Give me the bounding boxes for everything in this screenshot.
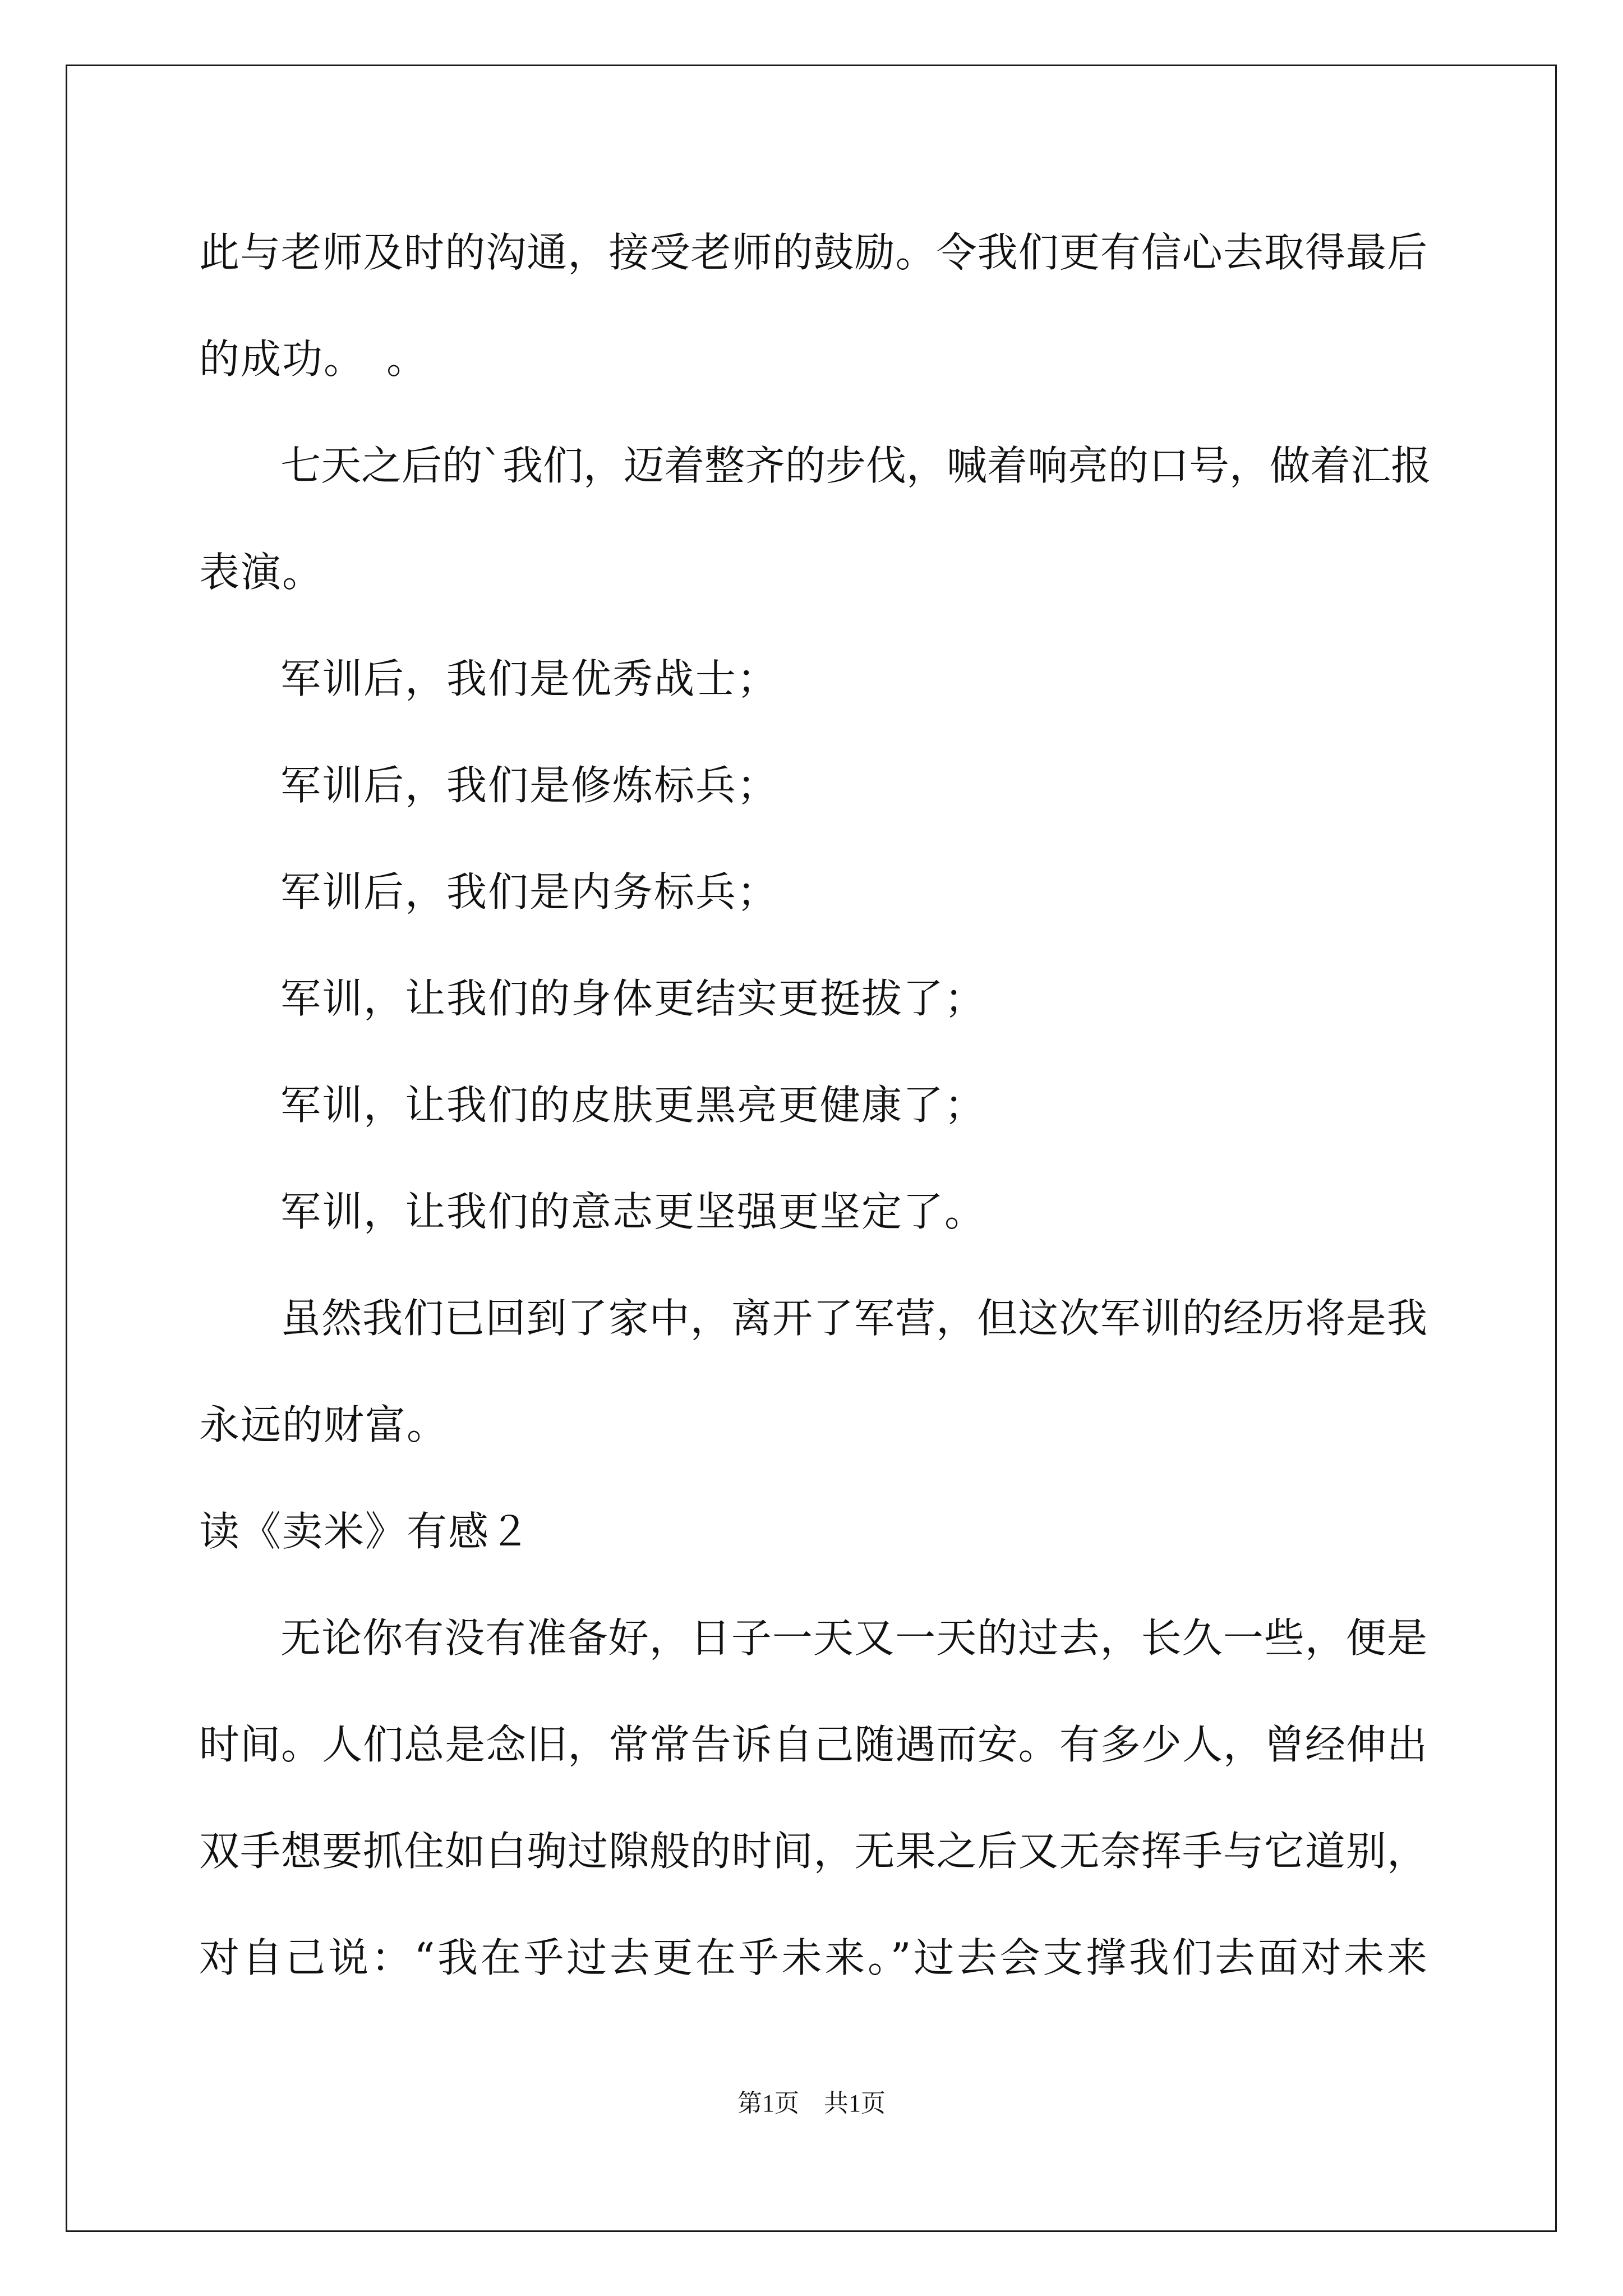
text-line: 军训，让我们的意志更坚强更坚定了。	[280, 1188, 986, 1235]
text-line: 七天之后的`我们，迈着整齐的步伐，喊着响亮的口号，做着汇报	[280, 442, 1432, 489]
page-border	[66, 65, 1557, 2232]
text-line: 双手想要抓住如白驹过隙般的时间，无果之后又无奈挥手与它道别，	[199, 1828, 1427, 1875]
section-heading: 读《卖米》有感２	[199, 1508, 532, 1555]
text-line: 无论你有没有准备好，日子一天又一天的过去，长久一些，便是	[280, 1614, 1427, 1662]
page-number-footer: 第1页 共1页	[737, 2090, 886, 2117]
text-line: 军训后，我们是修炼标兵；	[280, 762, 779, 809]
text-line: 时间。人们总是念旧，常常告诉自己随遇而安。有多少人，曾经伸出	[199, 1721, 1427, 1768]
text-line: 军训，让我们的身体更结实更挺拔了；	[280, 975, 986, 1022]
text-line: 军训后，我们是内务标兵；	[280, 868, 779, 915]
text-line: 的成功。 。	[199, 335, 428, 383]
text-line: 军训，让我们的皮肤更黑亮更健康了；	[280, 1082, 986, 1129]
text-line: 虽然我们已回到了家中，离开了军营，但这次军训的经历将是我	[280, 1295, 1427, 1342]
text-line: 此与老师及时的沟通，接受老师的鼓励。令我们更有信心去取得最后	[199, 229, 1427, 276]
text-line: 对自己说：“我在乎过去更在乎未来。”过去会支撑我们去面对未来	[199, 1934, 1427, 1981]
text-line: 表演。	[199, 549, 324, 596]
text-line: 永远的财富。	[199, 1401, 449, 1448]
text-line: 军训后，我们是优秀战士；	[280, 655, 779, 702]
